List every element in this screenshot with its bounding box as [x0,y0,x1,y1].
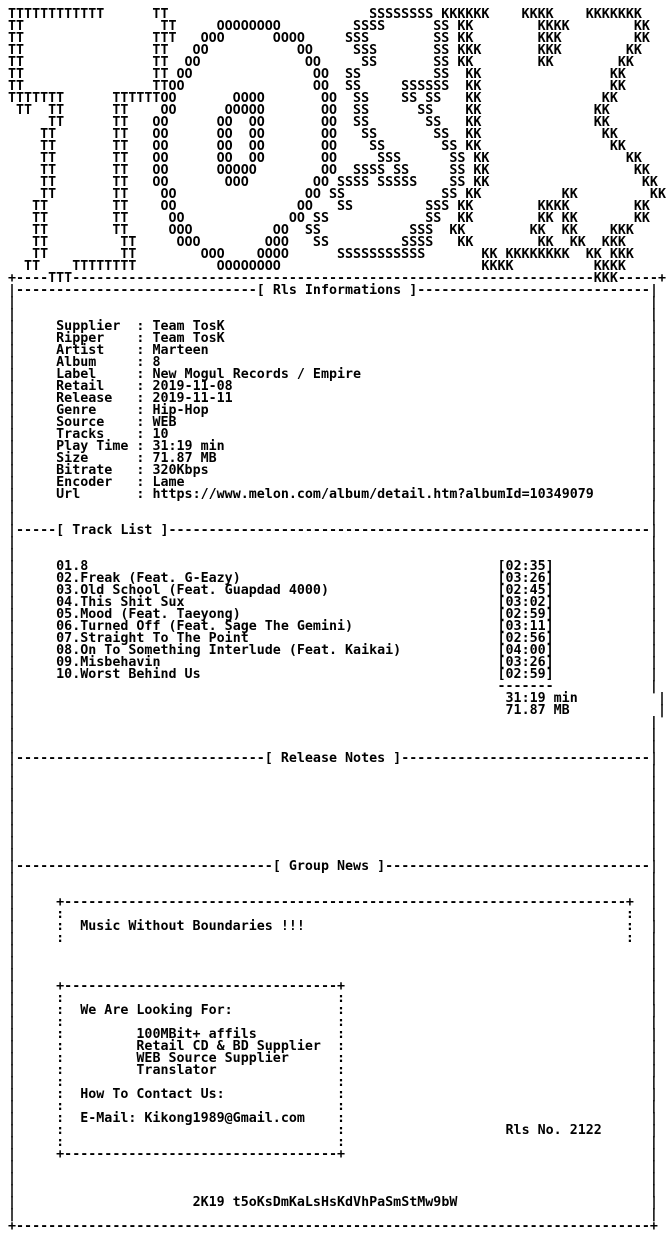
track-title: 09.Misbehavin [56,655,161,670]
logo-art-line: TT TT OO OO SSS SS KKK KKK KK [8,43,642,58]
top-border: +----TTT-----------------------------------------------------------------KKK-----+ [8,271,666,286]
track-title: 06.Turned Off (Feat. Sage The Gemini) [56,619,354,634]
logo-art-line: TT TT OOO OOO SS SSSS KK KK KK KKK [8,235,626,250]
track-time: [04:00] [497,643,554,658]
info-key: Ripper [56,331,105,346]
info-value: 10 [152,427,169,442]
nfo-text: TTTTTTTTTTTT TT SSSSSSSS KKKKKK KKKK KKKKKKK TT TT OOOOOOOO SSSS SS KK KKKK KK TT TTT OOO OOOO SSS SS KK KKK KK TT TT OO OO SSS SS KKK KKK KK TT TT OO OO SS SS KK KK KK TT TT OO OO SS SS KK KK TT TTOO OO SS SSSSSS KK KK TTTTTTT TTTTTTOO OOOO OO SS SS SS KK KK TT TT TT OO OOOOO OO SS SS KK KK TT TT OO OO OO OO SS SS KK KK TT TT OO OO OO OO SS SS KK KK TT TT OO OO OO OO SS SS KK KK TT TT OO OO OO OO SSS SS KK KK TT TT OO OOOOO OO SSSS SS SS KK KK TT TT OO OOO OO SSSS SSSSS SS KK KK TT TT OO OO SS SS KK KK KK TT TT OO OO SS SSS KK KKKK KK TT TT OO OO SS SS KK KK KK KK TT TT OOO OO SS SSS KK KK KK KKK TT TT OOO OOO SS SSSS KK KK KK KKK TT TT OOO OOOO SSSSSSSSSSS KK KKKKKKKK KK KKK TT TTTTTTTT OOOOOOOO KKKK KKKK +----TTT-----------------------------------------------------------------KKK-----+ |------------------------------[ Rls Informations ]-----------------------------| | | | | | Supplier : Team TosK | | Ripper : Team TosK | | Artist : Marteen | | Album : 8 | | Label : New Mogul Records / Empire | | Retail : 2019-11-08 | | Release : 2019-11-11 | | Genre : Hip-Hop | | Source : WEB | | Tracks : 10 | | Play Time : 31:19 min | | Size : 71.87 MB | | Bitrate : 320Kbps | | Encoder : Lame | | Url : https://www.melon.com/album/detail.htm?albumId=10349079 | | | | | |-----[ Track List ]------------------------------------------------------------| | | | | | 01.8 [02:35] | | 02.Freak (Feat. G-Eazy) [03:26] | | 03.Old School (Feat. Guapdad 4000) [02:45] | | 04.This Shit Sux [03:02] | | 05.Mood (Feat. Taeyong) [02:59] | | 06.Turned Off (Feat. Sage The Gemini) [03:11] | | 07.Straight To The Point [02:56] | | 08.On To Something Interlude (Feat. Kaikai) [04:00] | | 09.Misbehavin [03:26] | | 10.Worst Behind Us [02:59] | | ------- | | 31:19 min | | 71.87 MB | | | | | | | |-------------------------------[ Release Notes ]-------------------------------| | | | | | | | | | | | | | | | | |--------------------------------[ Group News ]---------------------------------| | | | | | +----------------------------------------------------------------------+ | | : : | | : Music Without Boundaries !!! : | | : : | | | | | | | | +----------------------------------+ | | : : | | : We Are Looking For: : | | : : | | : 100MBit+ affils : | | : Retail CD & BD Supplier : | | : WEB Source Supplier : | | : Translator : | | : : | | : How To Contact Us: : | | : : | | : E-Mail: Kikong1989@Gmail.com : | | : : Rls No. 2122 | | : : | | +----------------------------------+ | | | | | | | | 2K19 t5oKsDmKaLsHsKdVhPaSmStMw9bW | | | +-------------------------------------------------------------------------------+ [8,7,667,1234]
track-time: [02:59] [497,607,554,622]
track-time: [03:11] [497,619,554,634]
track-title: 05.Mood (Feat. Taeyong) [56,607,241,622]
info-key: Artist [56,343,105,358]
track-title: 04.This Shit Sux [56,595,185,610]
info-value: 2019-11-08 [152,379,233,394]
looking-for-item: 100MBit+ affils [136,1027,257,1042]
logo-art-line: TT TTTTTTTT OOOOOOOO KKKK KKKK [8,259,626,274]
info-value: Hip-Hop [152,403,209,418]
logo-art-line: TT TT OO OO OO OO SSS SS KK KK [8,151,642,166]
logo-art-line: TT TT OO OO OO OO SS SS KK KK [8,115,610,130]
logo-art-line: TT TT OO OO SS SS KK KK [8,67,626,82]
logo-art-line: TT TT OO OO SS SSS KK KKKK KK [8,199,650,214]
logo-art-line: TTTTTTT TTTTTTOO OOOO OO SS SS SS KK KK [8,91,618,106]
track-time: [02:59] [497,667,554,682]
release-number: Rls No. 2122 [505,1123,602,1138]
looking-for-item: Translator [136,1063,217,1078]
section-rls-informations: [ Rls Informations ] [256,283,418,298]
track-time: [03:26] [497,571,554,586]
looking-for-item: Retail CD & BD Supplier [136,1039,321,1054]
info-key: Bitrate [56,463,113,478]
info-key: Url [56,487,81,502]
info-key: Retail [56,379,105,394]
info-value: https://www.melon.com/album/detail.htm?albumId=10349079 [152,487,594,502]
logo-art-line: TT TT OOO OO SS SSS KK KK KK KKK [8,223,634,238]
track-title: 03.Old School (Feat. Guapdad 4000) [56,583,329,598]
nfo-document [8,7,668,1234]
info-value: 8 [152,355,161,370]
info-value: Marteen [152,343,209,358]
track-time: [02:56] [497,631,554,646]
track-title: 07.Straight To The Point [56,631,249,646]
info-value: Team TosK [152,331,225,346]
logo-art-line: TT TT OOOOOOOO SSSS SS KK KKKK KK [8,19,650,34]
info-value: 31:19 min [152,439,225,454]
track-time: [02:45] [497,583,554,598]
logo-art-line: TT TTT OOO OOOO SSS SS KK KKK KK [8,31,650,46]
track-title: 02.Freak (Feat. G-Eazy) [56,571,241,586]
info-key: Source [56,415,105,430]
looking-for-item: WEB Source Supplier [136,1051,289,1066]
info-value: Team TosK [152,319,225,334]
track-title: 08.On To Something Interlude (Feat. Kaikai) [56,643,402,658]
logo-art-line: TT TT OO OO SS SS KK KK KK [8,55,634,70]
logo-art-line: TT TTOO OO SS SSSSSS KK KK [8,79,626,94]
info-key: Supplier [56,319,121,334]
info-key: Label [56,367,97,382]
total-size: 71.87 MB [505,703,570,718]
group-motto: Music Without Boundaries !!! [80,919,305,934]
track-title: 10.Worst Behind Us [56,667,201,682]
logo-art-line: TTTTTTTTTTTT TT SSSSSSSS KKKKKK KKKK KKKKKKK [8,7,642,22]
info-key: Encoder [56,475,113,490]
section-group-news: [ Group News ] [272,859,386,874]
section-release-notes: [ Release Notes ] [264,751,402,766]
logo-art-line: TT TT OO OO OO OO SS SS KK KK [8,139,626,154]
looking-for-title: We Are Looking For: [80,1003,233,1018]
footer-signature: 2K19 t5oKsDmKaLsHsKdVhPaSmStMw9bW [192,1195,458,1210]
logo-art-line: TT TT OOO OOOO SSSSSSSSSSS KK KKKKKKKK KK KKK [8,247,634,262]
logo-art-line: TT TT OO OO OO OO SS SS KK KK [8,127,618,142]
logo-art-line: TT TT OO OOOOO OO SSSS SS SS KK KK [8,163,650,178]
track-title: 01.8 [56,559,89,574]
info-value: 71.87 MB [152,451,217,466]
contact-title: How To Contact Us: [80,1087,225,1102]
track-time: [02:35] [497,559,554,574]
contact-email: E-Mail: Kikong1989@Gmail.com [80,1111,305,1126]
logo-art-line: TT TT TT OO OOOOO OO SS SS KK KK [8,103,610,118]
logo-art-line: TT TT OO OO SS SS KK KK KK KK [8,211,650,226]
info-value: 320Kbps [152,463,209,478]
logo-art-line: TT TT OO OOO OO SSSS SSSSS SS KK KK [8,175,658,190]
info-value: WEB [152,415,177,430]
track-time: [03:26] [497,655,554,670]
info-value: New Mogul Records / Empire [152,367,362,382]
logo-art-line: TT TT OO OO SS SS KK KK KK [8,187,666,202]
info-value: Lame [152,475,185,490]
info-key: Tracks [56,427,105,442]
info-key: Album [56,355,97,370]
section-track-list: [ Track List ] [56,523,169,538]
info-key: Release [56,391,113,406]
info-key: Size [56,451,89,466]
info-value: 2019-11-11 [152,391,233,406]
total-play-time: 31:19 min [505,691,578,706]
info-key: Play Time [56,439,129,454]
track-time: [03:02] [497,595,554,610]
info-key: Genre [56,403,97,418]
